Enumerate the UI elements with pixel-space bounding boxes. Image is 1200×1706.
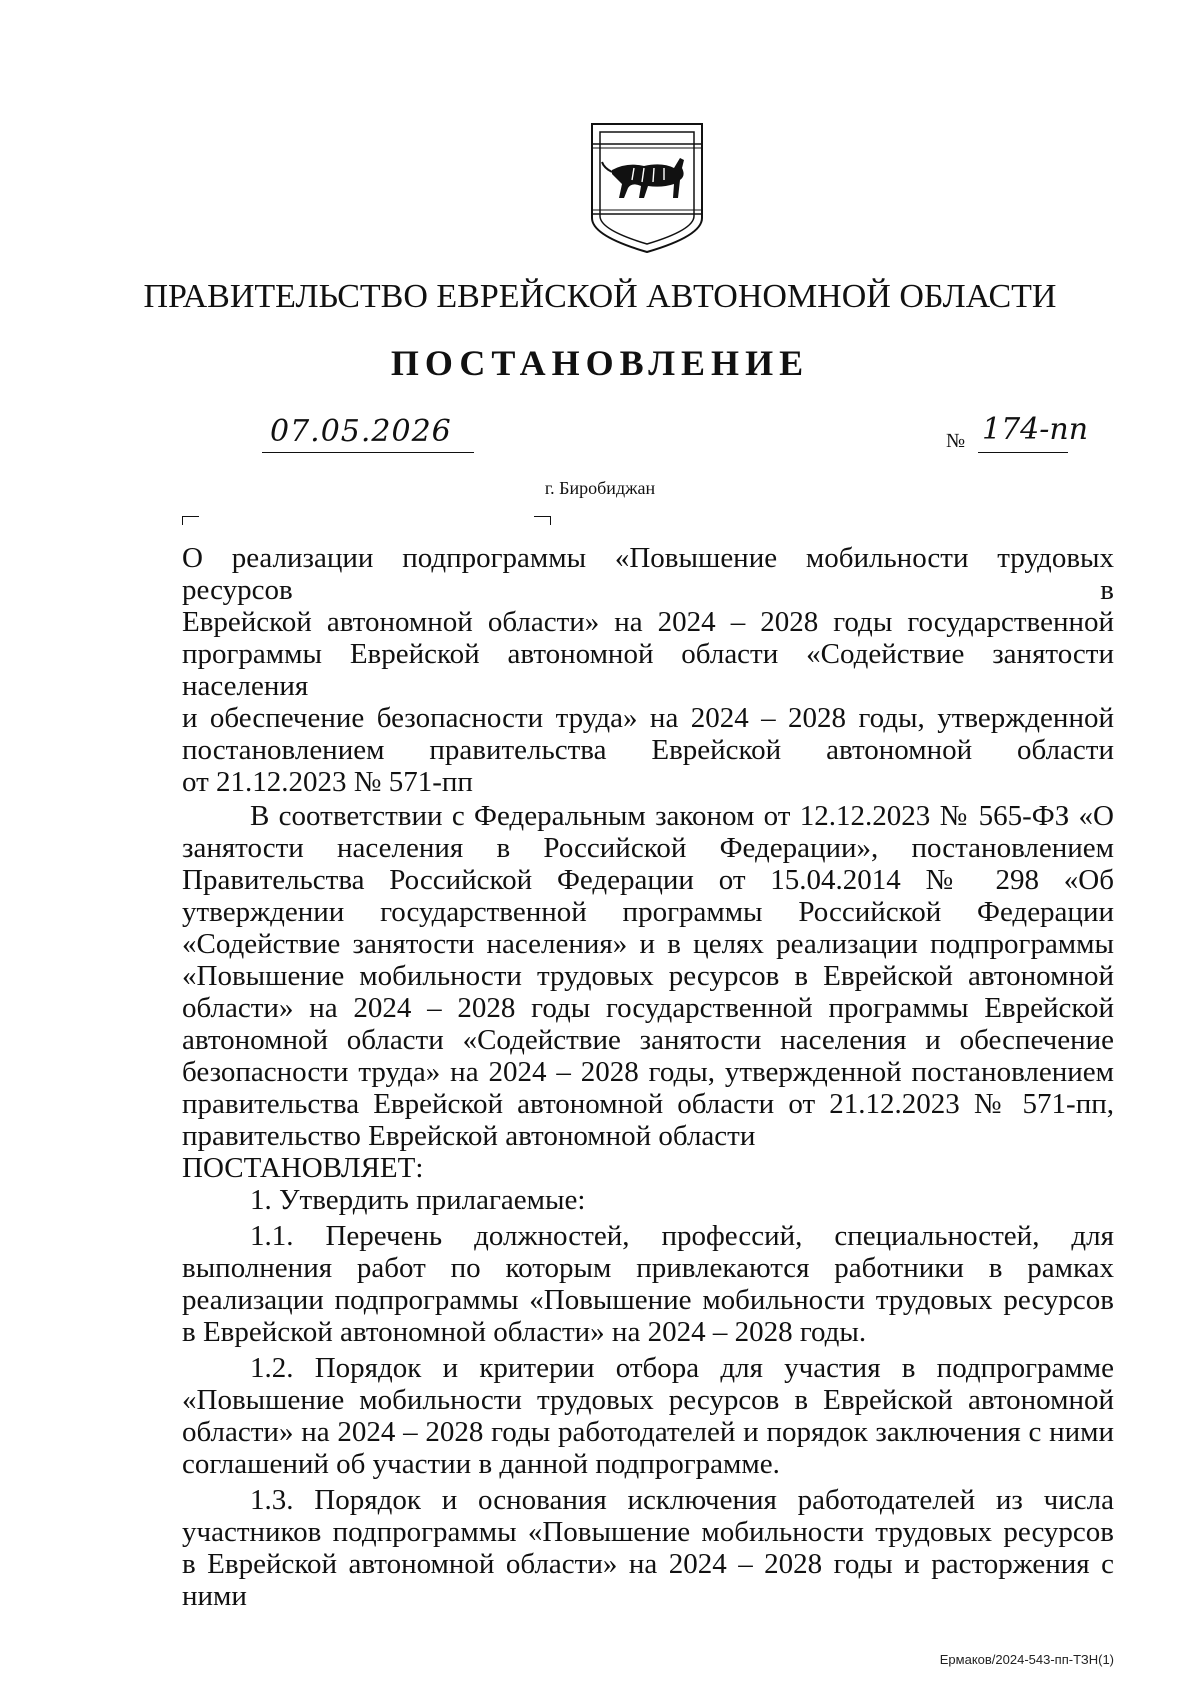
subject-line: О реализации подпрограммы «Повышение мобильности трудовых ресурсов в <box>182 542 1114 606</box>
subject-bracket-left <box>182 516 199 525</box>
government-title: ПРАВИТЕЛЬСТВО ЕВРЕЙСКОЙ АВТОНОМНОЙ ОБЛАСТИ <box>143 278 1057 315</box>
document-type-heading: ПОСТАНОВЛЕНИЕ <box>390 343 810 383</box>
number-underline <box>978 452 1068 453</box>
date-underline <box>262 452 474 453</box>
subject-line: и обеспечение безопасности труда» на 2024 – 2028 годы, утвержденной <box>182 702 1114 734</box>
document-subject <box>182 542 1114 798</box>
document-code: Ермаков/2024-543-пп-ТЗН(1) <box>939 1652 1114 1667</box>
number-sign: № <box>946 430 966 452</box>
resolves-keyword: ПОСТАНОВЛЯЕТ: <box>182 1152 424 1184</box>
document-body <box>182 800 1114 1612</box>
subject-line: программы Еврейской автономной области «Содействие занятости населения <box>182 638 1114 702</box>
subject-line: от 21.12.2023 № 571-пп <box>182 766 473 798</box>
subject-line: постановлением правительства Еврейской автономной области <box>182 734 1114 766</box>
preamble-paragraph: В соответствии с Федеральным законом от 12.12.2023 № 565-ФЗ «О занятости населения в Российской Федерации», постановлением Правительства Российской Федерации от 15.04.2014 № 298 «Об утверждении государственной программы Российской Федерации «Содействие занятости населения» и в целях реализации подпрограммы «Повышение мобильности трудовых ресурсов в Еврейской автономной области» на 2024 – 2028 годы государственной программы Еврейской автономной области «Содействие занятости населения и обеспечение безопасности труда» на 2024 – 2028 годы, утвержденной постановлением правительства Еврейской автономной области от 21.12.2023 № 571-пп, правительство Еврейской автономной области <box>182 800 1114 1152</box>
handwritten-date: 07.05.2026 <box>270 414 452 449</box>
item-1-3: 1.3. Порядок и основания исключения работодателей из числа участников подпрограммы «Повышение мобильности трудовых ресурсов в Еврейской автономной области» на 2024 – 2028 годы и расторжения с ними <box>182 1484 1114 1612</box>
handwritten-number: 174-пп <box>982 412 1089 447</box>
item-1-1: 1.1. Перечень должностей, профессий, специальностей, для выполнения работ по которым привлекаются работники в рамках реализации подпрограммы «Повышение мобильности трудовых ресурсов в Еврейской автономной области» на 2024 – 2028 годы. <box>182 1220 1114 1348</box>
item-1: 1. Утвердить прилагаемые: <box>250 1184 586 1216</box>
coat-of-arms-emblem <box>582 118 712 258</box>
subject-line: Еврейской автономной области» на 2024 – 2028 годы государственной <box>182 606 1114 638</box>
city-label: г. Биробиджан <box>544 478 656 498</box>
subject-bracket-right <box>534 516 551 525</box>
item-1-2: 1.2. Порядок и критерии отбора для участия в подпрограмме «Повышение мобильности трудовых ресурсов в Еврейской автономной области» на 2024 – 2028 годы работодателей и порядок заключения с ними соглашений об участии в данной подпрограмме. <box>182 1352 1114 1480</box>
